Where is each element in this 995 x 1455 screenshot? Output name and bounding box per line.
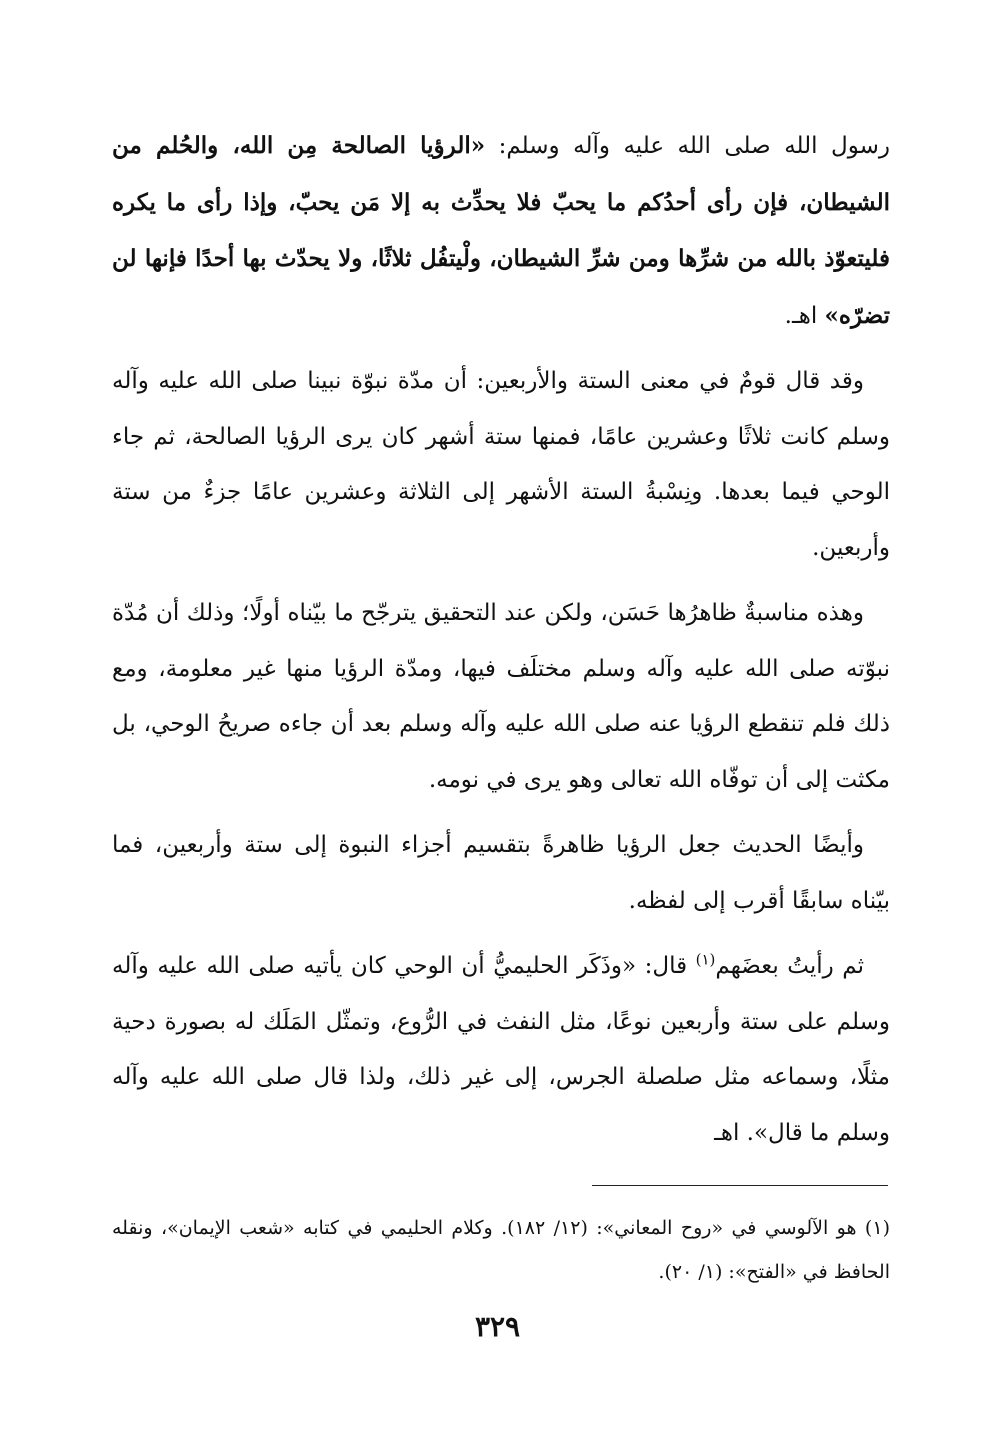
paragraph-halimi-lead: ثم رأيتُ بعضَهم [715, 953, 864, 979]
paragraph-halimi-rest: قال: «وذَكَر الحليميُّ أن الوحي كان يأتيه صلى الله عليه وآله وسلم على ستة وأربعين نوعًا، مثل النفث في الرُّوع، وتمثّل المَلَك له بصورة دحية مثلًا، وسماعه مثل صلصلة الجرس، إلى غير ذلك، ولذا قال صلى الله عليه وآله وسلم ما قال». اهـ [112, 953, 890, 1146]
paragraph-additional: وأيضًا الحديث جعل الرؤيا ظاهرةً بتقسيم أجزاء النبوة إلى ستة وأربعين، فما بيّناه سابقًا أقرب إلى لفظه. [112, 832, 890, 914]
paragraph-halimi [112, 939, 890, 1161]
footnote [112, 1206, 890, 1294]
paragraph-hadith-lead: رسول الله صلى الله عليه وآله وسلم: [485, 133, 890, 159]
page-number: ٣٢٩ [474, 1310, 521, 1343]
footnote-divider [592, 1185, 888, 1186]
paragraph-hadith [112, 118, 890, 344]
hadith-quote: «الرؤيا الصالحة مِن الله، والحُلم من الشيطان، فإن رأى أحدُكم ما يحبّ فلا يحدِّث به إلا مَن يحبّ، وإذا رأى ما يكره فليتعوّذ بالله من شرِّها ومن شرِّ الشيطان، ولْيتفُل ثلاثًا، ولا يحدّث بها أحدًا فإنها لن تضرّه» [112, 132, 890, 329]
footnote-text: (١) هو الآلوسي في «روح المعاني»: (١٢/ ١٨٢). وكلام الحليمي في كتابه «شعب الإيمان»، ونقله الحافظ في «الفتح»: (١/ ٢٠). [112, 1217, 890, 1283]
main-text [112, 118, 890, 1171]
paragraph-forty-six: وقد قال قومٌ في معنى الستة والأربعين: أن مدّة نبوّة نبينا صلى الله عليه وآله وسلم كانت ثلاثًا وعشرين عامًا، فمنها ستة أشهر كان يرى الرؤيا الصالحة، ثم جاء الوحي فيما بعدها. ونِسْبةُ الستة الأشهر إلى الثلاثة وعشرين عامًا جزءٌ من ستة وأربعين. [112, 368, 890, 561]
paragraph-analysis: وهذه مناسبةٌ ظاهرُها حَسَن، ولكن عند التحقيق يترجّح ما بيّناه أولًا؛ وذلك أن مُدّة نبوّته صلى الله عليه وآله وسلم مختلَف فيها، ومدّة الرؤيا منها غير معلومة، ومع ذلك فلم تنقطع الرؤيا عنه صلى الله عليه وآله وسلم بعد أن جاءه صريحُ الوحي، بل مكثت إلى أن توفّاه الله تعالى وهو يرى في نومه. [112, 600, 890, 793]
footnote-reference[interactable]: (١) [695, 950, 716, 969]
paragraph-hadith-tail: اهـ. [784, 302, 825, 329]
